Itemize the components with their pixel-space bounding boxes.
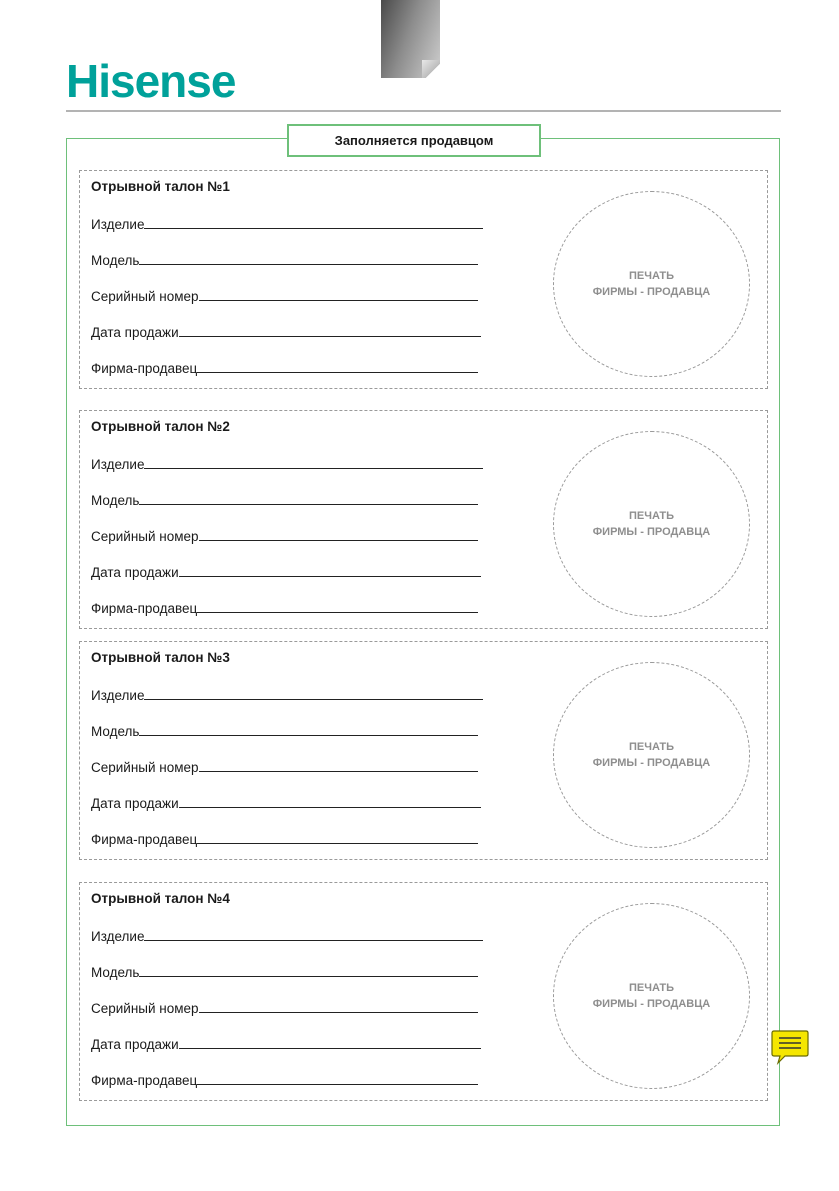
seller-stamp-area [553,191,750,377]
fill-in-line[interactable] [144,468,483,469]
fill-in-line[interactable] [199,771,478,772]
coupon-field [91,721,478,739]
coupon-field [91,454,483,472]
fill-in-line[interactable] [199,300,478,301]
coupon-field [91,598,478,616]
field-label: Изделие [91,457,145,472]
hisense-logo: Hisense [66,55,236,107]
seller-stamp-area [553,662,750,848]
coupon-title: Отрывной талон №4 [91,891,230,906]
section-tag: Заполняется продавцом [287,124,541,157]
coupon-field [91,286,478,304]
field-label: Изделие [91,217,145,232]
stamp-label: ПЕЧАТЬ [629,982,674,994]
coupon-field [91,322,481,340]
field-label: Модель [91,253,140,268]
field-label: Серийный номер [91,289,199,304]
page-curl-icon [381,0,440,78]
fill-in-line[interactable] [179,336,481,337]
fill-in-line[interactable] [139,504,478,505]
coupon-field [91,214,483,232]
field-label: Серийный номер [91,760,199,775]
field-label: Фирма-продавец [91,1073,198,1088]
field-label: Модель [91,493,140,508]
fill-in-line[interactable] [197,843,478,844]
stamp-label: ПЕЧАТЬ [629,510,674,522]
coupon-field [91,685,483,703]
field-label: Модель [91,965,140,980]
field-label: Изделие [91,929,145,944]
fill-in-line[interactable] [179,576,481,577]
stamp-label: ФИРМЫ - ПРОДАВЦА [592,998,711,1010]
coupon-field [91,526,478,544]
fill-in-line[interactable] [199,540,478,541]
tear-off-coupon [79,641,768,860]
fill-in-line[interactable] [197,612,478,613]
field-label: Дата продажи [91,325,179,340]
field-label: Изделие [91,688,145,703]
stamp-label: ФИРМЫ - ПРОДАВЦА [592,526,711,538]
stamp-label: ПЕЧАТЬ [629,741,674,753]
coupon-field [91,1034,481,1052]
tear-off-coupon [79,170,768,389]
coupon-field [91,757,478,775]
coupon-field [91,1070,478,1088]
stamp-label: ФИРМЫ - ПРОДАВЦА [592,757,711,769]
field-label: Дата продажи [91,1037,179,1052]
fill-in-line[interactable] [179,807,481,808]
fill-in-line[interactable] [197,1084,478,1085]
field-label: Дата продажи [91,565,179,580]
field-label: Дата продажи [91,796,179,811]
field-label: Серийный номер [91,1001,199,1016]
coupon-field [91,926,483,944]
coupon-field [91,490,478,508]
coupon-field [91,962,478,980]
field-label: Фирма-продавец [91,361,198,376]
coupon-field [91,998,478,1016]
coupon-field [91,250,478,268]
fill-in-line[interactable] [179,1048,481,1049]
header-divider [66,110,781,112]
seller-stamp-area [553,903,750,1089]
tear-off-coupon [79,410,768,629]
coupon-field [91,562,481,580]
field-label: Фирма-продавец [91,832,198,847]
fill-in-line[interactable] [139,976,478,977]
fill-in-line[interactable] [139,735,478,736]
fill-in-line[interactable] [144,940,483,941]
coupon-title: Отрывной талон №1 [91,179,230,194]
field-label: Модель [91,724,140,739]
tear-off-coupon [79,882,768,1101]
seller-stamp-area [553,431,750,617]
fill-in-line[interactable] [197,372,478,373]
field-label: Фирма-продавец [91,601,198,616]
note-comment-icon[interactable] [771,1029,809,1065]
coupon-field [91,358,478,376]
coupon-title: Отрывной талон №3 [91,650,230,665]
fill-in-line[interactable] [199,1012,478,1013]
coupon-field [91,829,478,847]
stamp-label: ПЕЧАТЬ [629,270,674,282]
coupon-field [91,793,481,811]
field-label: Серийный номер [91,529,199,544]
coupon-title: Отрывной талон №2 [91,419,230,434]
fill-in-line[interactable] [139,264,478,265]
fill-in-line[interactable] [144,228,483,229]
stamp-label: ФИРМЫ - ПРОДАВЦА [592,286,711,298]
fill-in-line[interactable] [144,699,483,700]
